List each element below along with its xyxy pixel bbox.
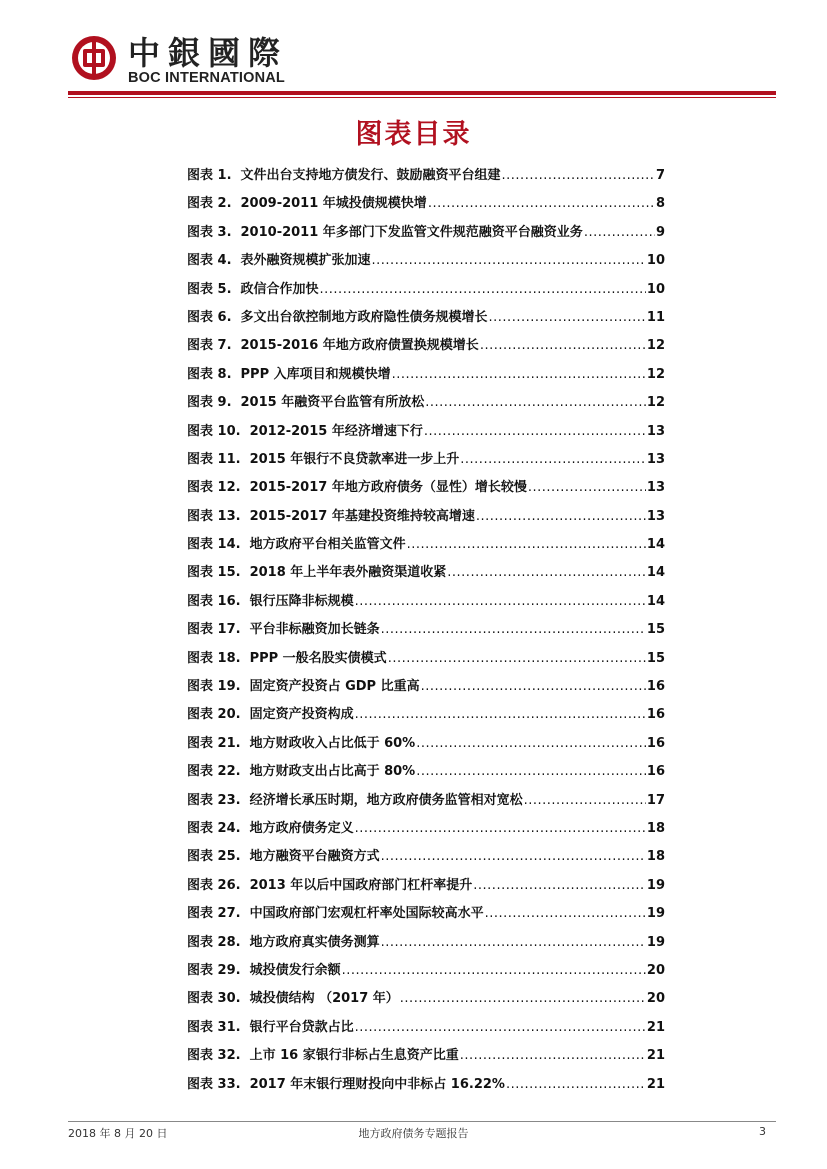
toc-entry[interactable]	[187, 306, 665, 334]
toc-entry-label: 图表 7.	[187, 338, 232, 354]
toc-entry-title: 上市 16 家银行非标占生息资产比重	[249, 1048, 459, 1064]
logo-english-name: BOC INTERNATIONAL	[128, 70, 285, 86]
toc-entry-label: 图表 8.	[187, 366, 232, 382]
toc-entry[interactable]	[187, 192, 665, 220]
toc-entry-page: 16	[646, 764, 665, 780]
toc-entry-title: 地方政府真实债务测算	[249, 934, 380, 950]
toc-entry-title: 地方融资平台融资方式	[249, 849, 380, 865]
toc-entry[interactable]	[187, 476, 665, 504]
toc-entry[interactable]	[187, 363, 665, 391]
toc-entry-label: 图表 3.	[187, 224, 232, 240]
toc-entry-page: 10	[646, 253, 665, 269]
toc-entry-page: 17	[646, 792, 665, 808]
toc-dot-leader	[447, 565, 646, 580]
toc-entry-title: 地方财政收入占比低于 60%	[249, 735, 416, 751]
toc-entry[interactable]	[187, 391, 665, 419]
toc-entry-page: 11	[646, 309, 665, 325]
header-divider	[68, 91, 776, 95]
toc-entry-label: 图表 19.	[187, 679, 241, 695]
toc-entry-label: 图表 31.	[187, 1019, 241, 1035]
toc-entry[interactable]	[187, 1044, 665, 1072]
toc-entry[interactable]	[187, 959, 665, 987]
toc-entry-page: 18	[646, 849, 665, 865]
toc-entry-page: 15	[646, 650, 665, 666]
toc-entry-label: 图表 28.	[187, 934, 241, 950]
toc-entry-title: 经济增长承压时期，地方政府债务监管相对宽松	[249, 792, 523, 808]
toc-entry-page: 19	[646, 934, 665, 950]
toc-entry-label: 图表 27.	[187, 906, 241, 922]
toc-entry-label: 图表 10.	[187, 423, 241, 439]
footer-report-name: 地方政府债务专题报告	[358, 1127, 469, 1140]
toc-entry-label: 图表 2.	[187, 196, 232, 212]
toc-dot-leader	[473, 878, 646, 893]
footer-date: 2018 年 8 月 20 日	[68, 1127, 168, 1140]
toc-entry-title: 2015 年融资平台监管有所放松	[240, 395, 425, 411]
toc-entry[interactable]	[187, 987, 665, 1015]
toc-entry[interactable]	[187, 420, 665, 448]
toc-dot-leader	[381, 622, 646, 637]
toc-entry-label: 图表 17.	[187, 622, 241, 638]
toc-entry[interactable]	[187, 590, 665, 618]
toc-entry-label: 图表 9.	[187, 395, 232, 411]
toc-entry-label: 图表 5.	[187, 281, 232, 297]
toc-entry-title: 平台非标融资加长链条	[249, 622, 380, 638]
toc-entry-label: 图表 33.	[187, 1076, 241, 1092]
toc-dot-leader	[416, 764, 646, 779]
toc-entry-page: 16	[646, 735, 665, 751]
toc-entry[interactable]	[187, 278, 665, 306]
toc-entry-label: 图表 12.	[187, 480, 241, 496]
toc-entry-label: 图表 25.	[187, 849, 241, 865]
toc-entry-page: 14	[646, 537, 665, 553]
toc-entry-page: 10	[646, 281, 665, 297]
toc-dot-leader	[355, 821, 646, 836]
toc-dot-leader	[416, 736, 646, 751]
toc-dot-leader	[388, 651, 646, 666]
toc-entry[interactable]	[187, 732, 665, 760]
toc-entry-title: 城投债结构 （2017 年）	[249, 991, 399, 1007]
toc-entry-title: 文件出台支持地方债发行、鼓励融资平台组建	[240, 168, 501, 183]
toc-entry[interactable]	[187, 931, 665, 959]
toc-dot-leader	[506, 1077, 646, 1092]
page-header	[66, 28, 776, 98]
footer-divider	[68, 1121, 776, 1122]
toc-entry-title: 银行平台贷款占比	[249, 1019, 354, 1035]
toc-entry-label: 图表 6.	[187, 309, 232, 325]
toc-entry[interactable]	[187, 221, 665, 249]
toc-entry-label: 图表 30.	[187, 991, 241, 1007]
toc-entry[interactable]	[187, 533, 665, 561]
toc-dot-leader	[476, 509, 646, 524]
toc-dot-leader	[528, 480, 646, 495]
toc-entry[interactable]	[187, 703, 665, 731]
toc-entry-label: 图表 21.	[187, 735, 241, 751]
toc-dot-leader	[421, 679, 646, 694]
toc-entry-label: 图表 15.	[187, 565, 241, 581]
toc-entry-title: 银行压降非标规模	[249, 593, 354, 609]
boc-logo-icon	[70, 34, 118, 82]
toc-dot-leader	[355, 1020, 646, 1035]
toc-dot-leader	[460, 452, 646, 467]
toc-entry-label: 图表 29.	[187, 962, 241, 978]
toc-entry-page: 20	[646, 962, 665, 978]
toc-entry[interactable]	[187, 647, 665, 675]
toc-entry-label: 图表 20.	[187, 707, 241, 723]
toc-dot-leader	[392, 367, 646, 382]
toc-entry[interactable]	[187, 789, 665, 817]
toc-dot-leader	[355, 594, 646, 609]
toc-entry-page: 14	[646, 593, 665, 609]
toc-entry-title: 2015-2017 年地方政府债务（显性）增长较慢	[249, 480, 527, 496]
toc-entry[interactable]	[187, 505, 665, 533]
toc-entry-title: 2015-2016 年地方政府债置换规模增长	[240, 338, 479, 354]
toc-entry-page: 18	[646, 820, 665, 836]
toc-entry-page: 8	[655, 196, 665, 212]
toc-entry-title: 2013 年以后中国政府部门杠杆率提升	[249, 877, 473, 893]
toc-entry-title: 中国政府部门宏观杠杆率处国际较高水平	[249, 906, 484, 922]
toc-entry-title: 2009-2011 年城投债规模快增	[240, 196, 427, 212]
toc-entry-label: 图表 14.	[187, 537, 241, 553]
toc-entry-title: 地方政府平台相关监管文件	[249, 537, 406, 553]
toc-entry[interactable]	[187, 874, 665, 902]
toc-entry-page: 13	[646, 480, 665, 496]
toc-entry[interactable]	[187, 1016, 665, 1044]
toc-entry-title: 2010-2011 年多部门下发监管文件规范融资平台融资业务	[240, 224, 583, 240]
toc-entry-title: 表外融资规模扩张加速	[240, 253, 371, 269]
toc-entry-page: 12	[646, 395, 665, 411]
header-divider-thin	[68, 97, 776, 98]
toc-entry-title: 2012-2015 年经济增速下行	[249, 423, 423, 439]
toc-entry-page: 13	[646, 451, 665, 467]
toc-entry-label: 图表 24.	[187, 820, 241, 836]
toc-dot-leader	[524, 793, 646, 808]
toc-entry[interactable]	[187, 675, 665, 703]
toc-entry-title: 地方财政支出占比高于 80%	[249, 764, 416, 780]
toc-entry-label: 图表 13.	[187, 508, 241, 524]
toc-dot-leader	[400, 991, 646, 1006]
toc-entry-page: 19	[646, 877, 665, 893]
toc-entry-page: 19	[646, 906, 665, 922]
toc-dot-leader	[381, 849, 646, 864]
toc-dot-leader	[372, 253, 646, 268]
toc-entry[interactable]	[187, 448, 665, 476]
toc-dot-leader	[381, 935, 646, 950]
toc-dot-leader	[485, 906, 646, 921]
toc-entry[interactable]	[187, 817, 665, 845]
toc-dot-leader	[407, 537, 646, 552]
toc-entry[interactable]	[187, 561, 665, 589]
toc-dot-leader	[320, 282, 646, 297]
toc-entry-label: 图表 32.	[187, 1048, 241, 1064]
toc-entry-page: 13	[646, 508, 665, 524]
toc-entry-page: 13	[646, 423, 665, 439]
toc-dot-leader	[584, 225, 655, 240]
toc-entry-title: 2015-2017 年基建投资维持较高增速	[249, 508, 475, 524]
toc-entry[interactable]	[187, 845, 665, 873]
toc-entry-page: 14	[646, 565, 665, 581]
logo-chinese-name: 中銀國際	[128, 34, 289, 72]
toc-entry-title: PPP 一般名股实债模式	[249, 650, 387, 666]
toc-entry-page: 21	[646, 1048, 665, 1064]
toc-entry-title: 2018 年上半年表外融资渠道收紧	[249, 565, 447, 581]
toc-entry-label: 图表 11.	[187, 451, 241, 467]
toc-entry-title: 固定资产投资构成	[249, 707, 354, 723]
toc-entry[interactable]	[187, 1073, 665, 1101]
toc-entry-page: 9	[655, 224, 665, 240]
toc-entry-page: 20	[646, 991, 665, 1007]
toc-entry-title: 政信合作加快	[240, 281, 319, 297]
toc-entry[interactable]	[187, 618, 665, 646]
toc-entry-page: 16	[646, 707, 665, 723]
toc-entry-label: 图表 18.	[187, 650, 241, 666]
toc-entry[interactable]	[187, 760, 665, 788]
toc-entry-label: 图表 23.	[187, 792, 241, 808]
toc-entry-title: 地方政府债务定义	[249, 820, 354, 836]
toc-dot-leader	[480, 338, 646, 353]
toc-dot-leader	[425, 395, 646, 410]
toc-dot-leader	[502, 168, 655, 183]
table-of-figures	[187, 164, 665, 1101]
toc-entry[interactable]	[187, 334, 665, 362]
toc-entry-title: 城投债发行余额	[249, 962, 341, 978]
toc-entry-page: 21	[646, 1076, 665, 1092]
toc-entry-label: 图表 16.	[187, 593, 241, 609]
toc-entry-title: 2015 年银行不良贷款率进一步上升	[249, 451, 460, 467]
toc-dot-leader	[342, 963, 646, 978]
toc-dot-leader	[424, 424, 646, 439]
toc-entry-page: 16	[646, 679, 665, 695]
footer-page-number: 3	[759, 1125, 766, 1138]
page-title: 图表目录	[355, 119, 472, 150]
toc-dot-leader	[489, 310, 646, 325]
toc-entry[interactable]	[187, 164, 665, 192]
toc-entry-title: PPP 入库项目和规模快增	[240, 366, 391, 382]
toc-dot-leader	[428, 196, 655, 211]
toc-entry-title: 固定资产投资占 GDP 比重高	[249, 679, 420, 695]
toc-entry-page: 7	[655, 168, 665, 183]
toc-entry-label: 图表 1.	[187, 168, 232, 183]
toc-entry-page: 12	[646, 366, 665, 382]
toc-entry-label: 图表 22.	[187, 764, 241, 780]
toc-dot-leader	[460, 1048, 646, 1063]
toc-entry[interactable]	[187, 249, 665, 277]
toc-entry-page: 12	[646, 338, 665, 354]
toc-entry-label: 图表 26.	[187, 877, 241, 893]
toc-entry-label: 图表 4.	[187, 253, 232, 269]
toc-entry-page: 15	[646, 622, 665, 638]
toc-entry[interactable]	[187, 902, 665, 930]
toc-dot-leader	[355, 707, 646, 722]
toc-entry-title: 多文出台欲控制地方政府隐性债务规模增长	[240, 309, 488, 325]
toc-entry-page: 21	[646, 1019, 665, 1035]
toc-entry-title: 2017 年末银行理财投向中非标占 16.22%	[249, 1076, 505, 1092]
